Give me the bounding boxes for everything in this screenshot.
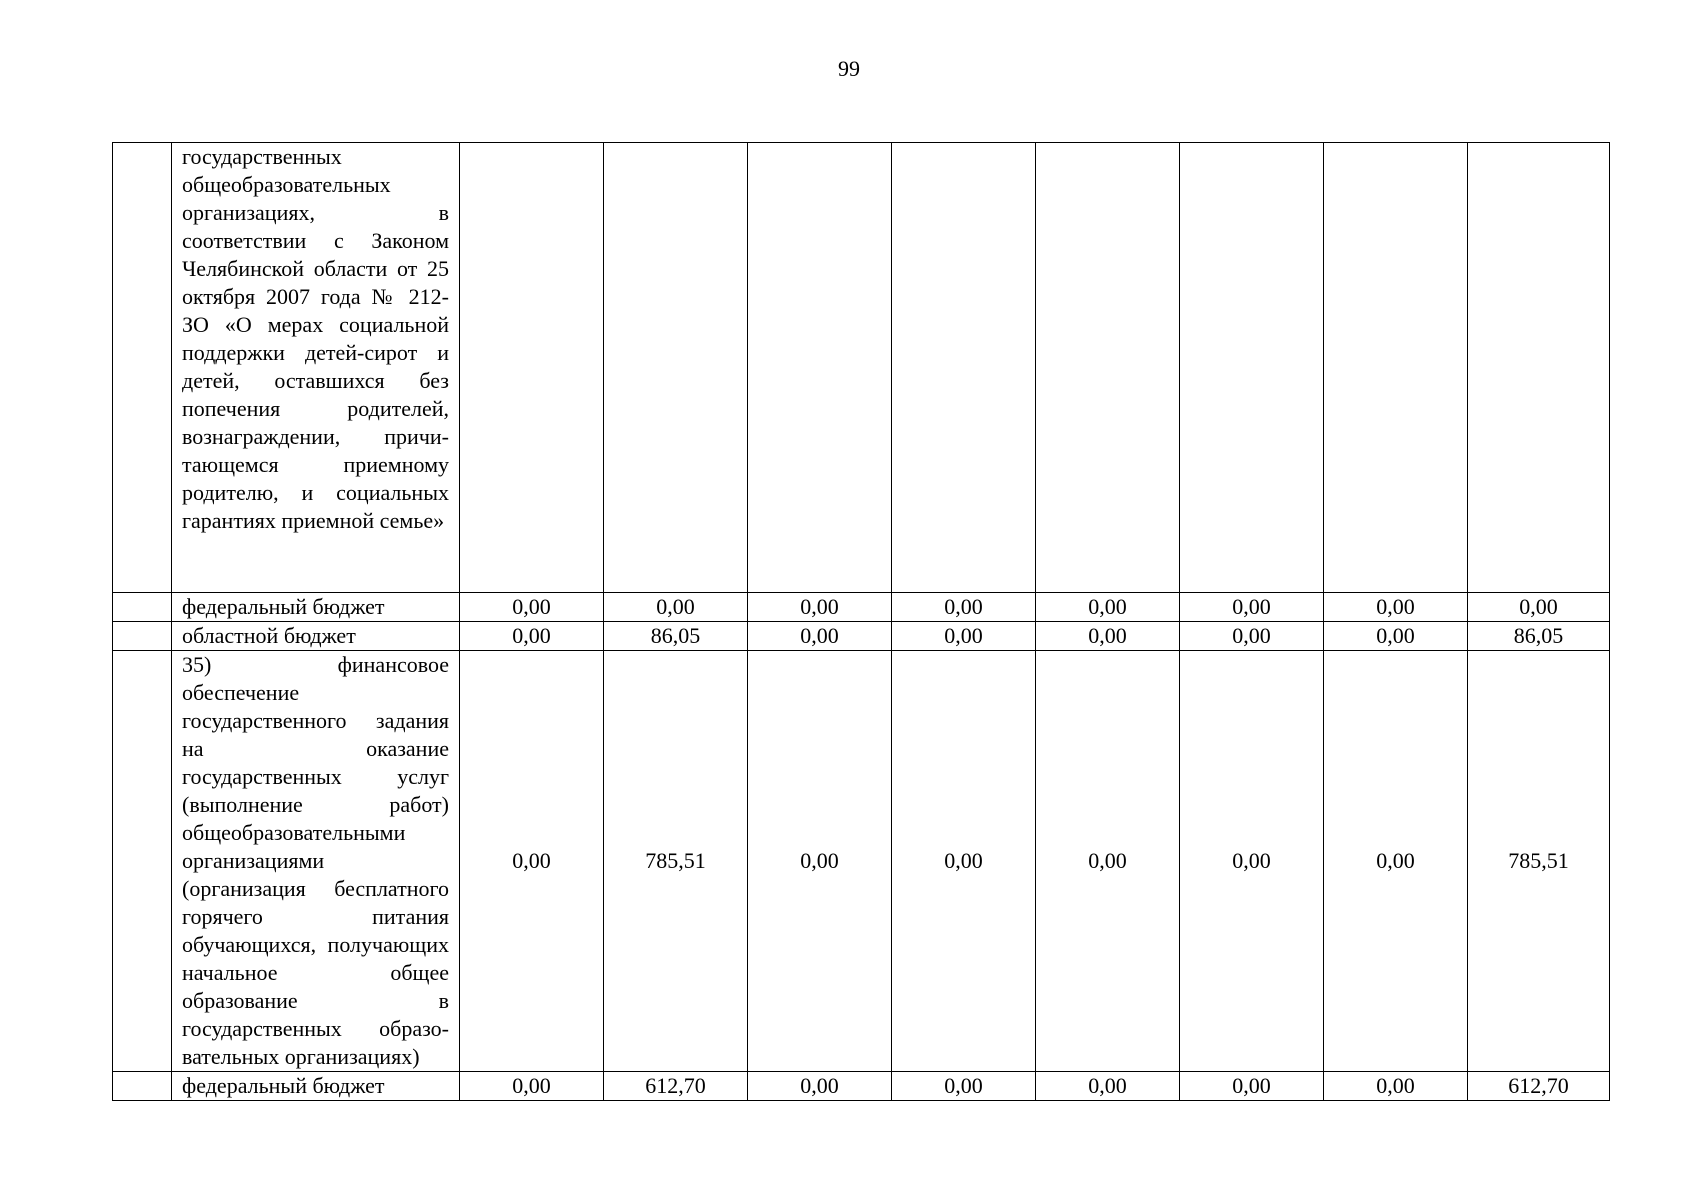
amount-cell: 0,00 bbox=[748, 1072, 892, 1101]
table-row bbox=[113, 593, 1610, 622]
row-index-cell bbox=[113, 1072, 172, 1101]
amount-cell: 86,05 bbox=[604, 622, 748, 651]
amount-cell: 0,00 bbox=[1180, 1072, 1324, 1101]
amount-cell bbox=[1324, 143, 1468, 593]
amount-cell: 0,00 bbox=[460, 651, 604, 1072]
table-row bbox=[113, 622, 1610, 651]
amount-cell: 0,00 bbox=[748, 651, 892, 1072]
amount-cell: 0,00 bbox=[1324, 651, 1468, 1072]
table-body bbox=[113, 143, 1610, 1101]
amount-cell: 0,00 bbox=[1180, 622, 1324, 651]
table-row bbox=[113, 143, 1610, 593]
row-index-cell bbox=[113, 593, 172, 622]
table-row bbox=[113, 1072, 1610, 1101]
amount-cell: 0,00 bbox=[1468, 593, 1610, 622]
amount-cell: 612,70 bbox=[1468, 1072, 1610, 1101]
measure-description: государственных общеобразовательных организациях, в соответствии с Законом Челябинской области от 25 октября 2007 года № 212-ЗО «О мерах социальной поддержки детей-сирот и детей, оставшихся без попечения родителей, вознаграждении, причитающемся приемному родителю, и социальных гарантиях приемной семье» bbox=[172, 143, 460, 593]
budget-source-label: федеральный бюджет bbox=[172, 593, 460, 622]
amount-cell bbox=[1180, 143, 1324, 593]
amount-cell: 0,00 bbox=[748, 622, 892, 651]
amount-cell: 0,00 bbox=[460, 622, 604, 651]
amount-cell: 785,51 bbox=[1468, 651, 1610, 1072]
amount-cell: 785,51 bbox=[604, 651, 748, 1072]
amount-cell: 0,00 bbox=[748, 593, 892, 622]
amount-cell: 0,00 bbox=[604, 593, 748, 622]
amount-cell: 0,00 bbox=[460, 1072, 604, 1101]
amount-cell bbox=[892, 143, 1036, 593]
amount-cell: 0,00 bbox=[1036, 651, 1180, 1072]
row-index-cell bbox=[113, 622, 172, 651]
measure-description: 35) финансовое обеспечение государственного задания на оказание государственных услуг (выполнение работ) общеобразовательными организациями (организация бесплатного горячего питания обучающихся, получающих начальное общее образование в государственных образовательных организациях) bbox=[172, 651, 460, 1072]
amount-cell: 0,00 bbox=[1036, 593, 1180, 622]
budget-table bbox=[112, 142, 1610, 1101]
amount-cell: 0,00 bbox=[892, 1072, 1036, 1101]
amount-cell: 0,00 bbox=[1180, 593, 1324, 622]
amount-cell: 0,00 bbox=[892, 593, 1036, 622]
amount-cell: 0,00 bbox=[892, 651, 1036, 1072]
amount-cell: 0,00 bbox=[1324, 1072, 1468, 1101]
amount-cell: 0,00 bbox=[460, 593, 604, 622]
table-row bbox=[113, 651, 1610, 1072]
amount-cell: 0,00 bbox=[1324, 593, 1468, 622]
amount-cell bbox=[604, 143, 748, 593]
amount-cell bbox=[1036, 143, 1180, 593]
amount-cell: 0,00 bbox=[892, 622, 1036, 651]
amount-cell bbox=[460, 143, 604, 593]
amount-cell bbox=[748, 143, 892, 593]
budget-source-label: федеральный бюджет bbox=[172, 1072, 460, 1101]
amount-cell: 612,70 bbox=[604, 1072, 748, 1101]
amount-cell: 0,00 bbox=[1036, 622, 1180, 651]
row-index-cell bbox=[113, 143, 172, 593]
amount-cell: 0,00 bbox=[1180, 651, 1324, 1072]
budget-source-label: областной бюджет bbox=[172, 622, 460, 651]
amount-cell bbox=[1468, 143, 1610, 593]
row-index-cell bbox=[113, 651, 172, 1072]
page-number: 99 bbox=[838, 56, 860, 81]
amount-cell: 0,00 bbox=[1324, 622, 1468, 651]
amount-cell: 0,00 bbox=[1036, 1072, 1180, 1101]
amount-cell: 86,05 bbox=[1468, 622, 1610, 651]
